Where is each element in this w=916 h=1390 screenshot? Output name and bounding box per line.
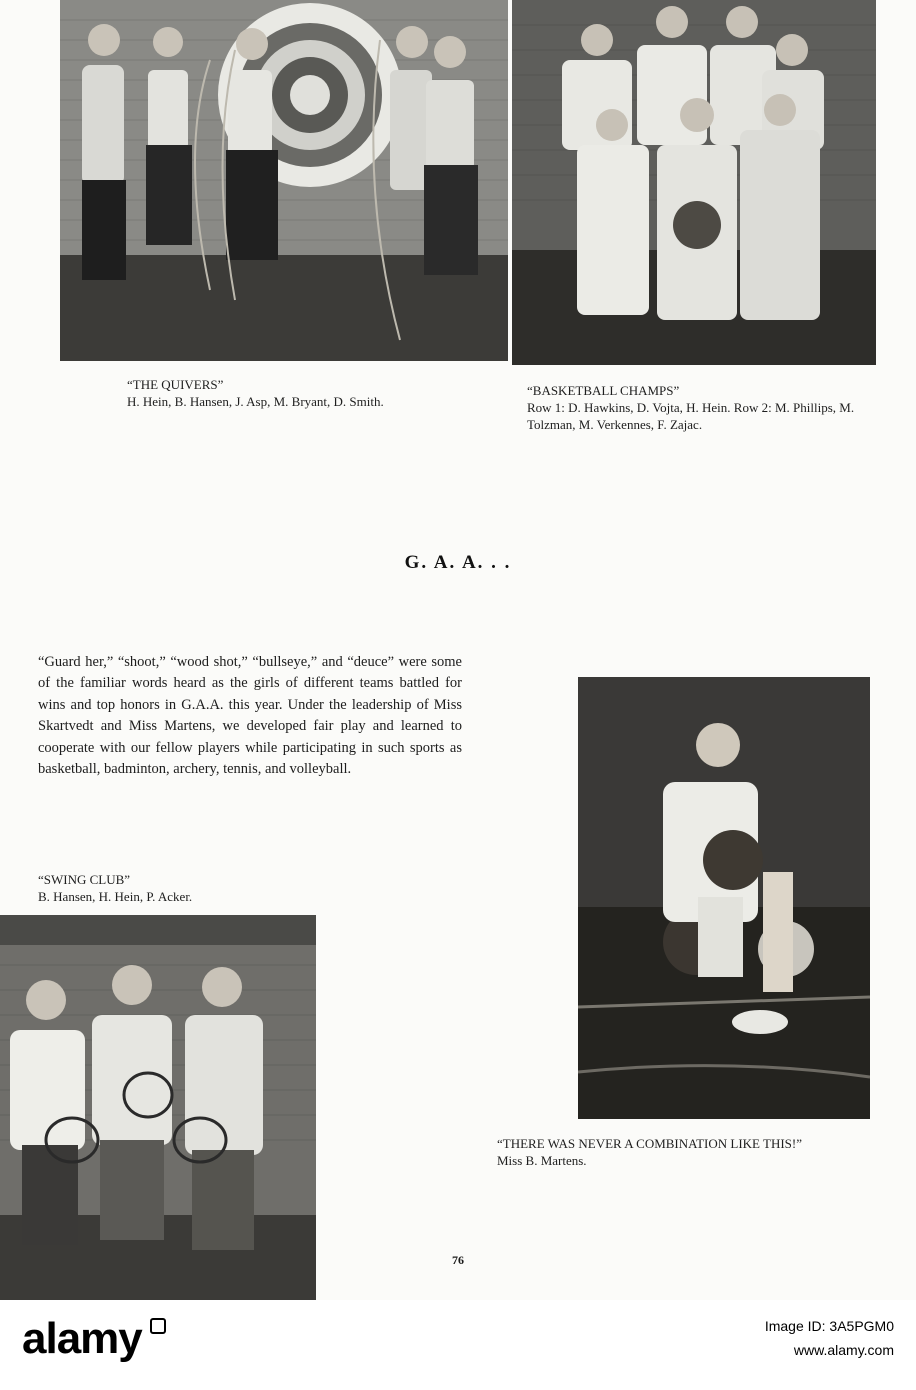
photo-basketball-champs <box>512 0 876 365</box>
image-id-line: Image ID: 3A5PGM0 <box>764 1318 894 1334</box>
photo-miss-martens <box>578 677 870 1119</box>
caption-title: “THERE WAS NEVER A COMBINATION LIKE THIS!” <box>497 1136 802 1151</box>
caption-title: “BASKETBALL CHAMPS” <box>527 383 680 398</box>
page-number: 76 <box>452 1253 464 1267</box>
caption-title: “SWING CLUB” <box>38 872 131 887</box>
photo-swing-club <box>0 915 316 1300</box>
caption-miss-martens <box>497 1135 916 1169</box>
caption-names: Miss B. Martens. <box>497 1153 587 1168</box>
section-heading: G. A. A. . . <box>404 552 512 573</box>
caption-basketball-champs <box>527 382 867 433</box>
photo-the-quivers <box>60 0 508 361</box>
alamy-logo: alamy <box>22 1314 142 1363</box>
caption-title: “THE QUIVERS” <box>127 377 224 392</box>
site-url: www.alamy.com <box>793 1342 894 1358</box>
caption-swing-club <box>38 871 298 905</box>
watermark-bar <box>0 1300 916 1390</box>
image-meta <box>765 1318 894 1358</box>
caption-names: H. Hein, B. Hansen, J. Asp, M. Bryant, D. Smith. <box>127 394 384 409</box>
logo-mark-icon <box>150 1318 166 1334</box>
caption-names: B. Hansen, H. Hein, P. Acker. <box>38 889 193 904</box>
caption-the-quivers <box>127 376 487 410</box>
caption-names: Row 1: D. Hawkins, D. Vojta, H. Hein. Row 2: M. Phillips, M. Tolzman, M. Verkennes, F. Zajac. <box>527 400 855 432</box>
body-paragraph: “Guard her,” “shoot,” “wood shot,” “bullseye,” and “deuce” were some of the familiar words heard as the girls of different teams battled for wins and top honors in G.A.A. this year. Under the leadership of Miss Skartvedt and Miss Martens, we developed fair play and learned to cooperate with our fellow players while participating in such sports as basketball, badminton, archery, tennis, and volleyball. <box>38 654 462 778</box>
